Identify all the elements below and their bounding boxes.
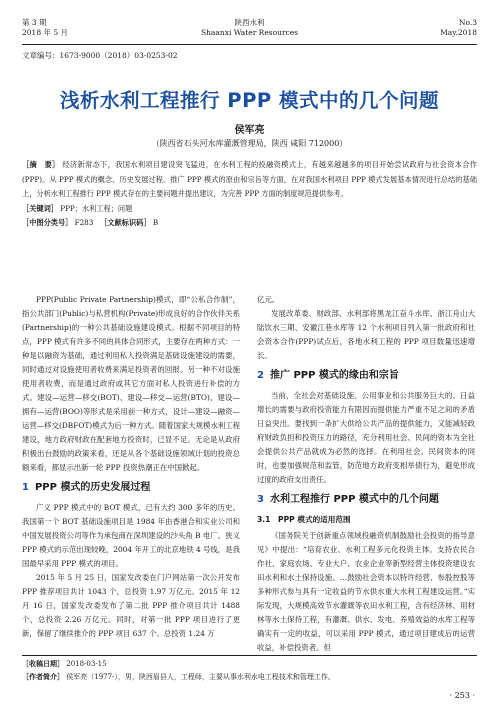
- keywords-text: PPP；水利工程；问题: [60, 203, 133, 213]
- section-2-number: 2: [257, 370, 264, 381]
- issue-month-en: May.2018: [440, 28, 477, 37]
- page-number: · 253 ·: [449, 691, 475, 700]
- header-center: [22, 18, 477, 38]
- intro-paragraph: PPP(Public Private Partnership)模式，即“公私合作制”，指公共部门(Public)与私营机构(Private)形成良好的合作伙伴关系(Partnership)的一种公共基础设施建设模式。根据不同项目的特点，PPP 模式有许多不同的具体合同形式，主要存在两种方式：一种是以融资为基础，通过利用私人投资满足基础设施建设的需要，同时通过对设施使用者收费来满足投资者的回报。另一种不对设施使用者收费，而是通过政府或其它方面对私人投资进行补偿的方式。建设—运营—移交(BOT)、建设—移交—运营(BTO)、建设—拥有—运营(BOO)等形式是采用前一种方式，设计—建设—融资—运营—移交(DBFOT)模式为后一种方式。随着国家大规模水利工程建设，地方政府财政在配套地方投资时，已显不足。无论是从政府积极出台鼓励的政策来看，还是从各个基础设施领域计划的投资总额来看，都显示出新一轮 PPP 投资热潮正在中国掀起。: [22, 295, 241, 472]
- section-3-title: 水利工程推行 PPP 模式中的几个问题: [269, 494, 439, 505]
- article-title: 浅析水利工程推行 PPP 模式中的几个问题: [60, 89, 439, 112]
- received-line: [22, 658, 477, 671]
- section-2-paragraph: 当前，全社会对基础设施、公用事业和公共服务巨大的、日益增长的需要与政府投资能力有限因而提供能力严重不足之间的矛盾日益突出。要找到一条扩大供给公共产品的提供能力，又能减轻政府财政负担和投资压力的路径，充分利用社会、民间的资本为全社会提供公共产品就成为必然的选择。在利用社会、民间资本的同时，也要加强规范和监管，防范地方政府变相举债行为，避免形成过度的政府支出责任。: [257, 391, 475, 484]
- abstract-text: 经济新常态下，我国水利项目建设突飞猛进，在水利工程的投融资模式上，有越来越越多的项目开始尝试政府与社会资本合作(PPP)。从 PPP 模式的概念、历史发展过程、推广 PPP 模式的原由和宗旨等方面，在对我国水利项目 PPP 模式发展基本情况进行总结的基础上，分析水利工程推行 PPP 模式存在的主要问题并提出建议，为完善 PPP 方面的制度规范提供参考。: [22, 160, 477, 198]
- received-label: ［收稿日期］: [22, 660, 64, 668]
- section-2-title: 推广 PPP 模式的缘由和宗旨: [269, 370, 399, 381]
- received-date: 2018-03-15: [66, 660, 107, 668]
- author-bio-label: ［作者简介］: [22, 673, 64, 681]
- footnote-rule: [22, 655, 477, 656]
- clc-code: F283: [74, 218, 94, 227]
- subsection-3-1-heading: 3.1 PPP 模式的适用范围: [257, 515, 351, 524]
- section-3-number: 3: [257, 494, 264, 505]
- section-1-paragraph-1: 广义 PPP 模式中的 BOT 模式，已有大约 300 多年的历史。我国第一个 BOT 基础设施项目是 1984 年由香港合和实业公司和中国发展投资公司等作为承包商在深圳建设的沙头角 B 电厂。狭义 PPP 模式的示范出现较晚，2004 年开工的北京地铁 4 号线，是我国最早采用 PPP 模式的项目。: [22, 503, 240, 568]
- keywords-label: ［关键词］: [22, 203, 58, 213]
- section-3-heading: [257, 493, 475, 507]
- abstract-block: [22, 158, 477, 231]
- clc-label: ［中图分类号］: [22, 218, 73, 227]
- author-name: 侯军亮: [234, 125, 265, 136]
- issue-date: 2018 年 5 月: [22, 28, 69, 37]
- article-number: 文章编号：1673-9000（2018）03-0253-02: [22, 51, 178, 60]
- right-column: [257, 293, 475, 655]
- journal-name-en: Shaanxi Water Resources: [200, 28, 299, 37]
- section-1-paragraph-2: 2015 年 5 月 25 日，国家发改委在门户网站第一次公开发布 PPP 推荐项目共计 1043 个，总投资 1.97 万亿元。2015 年 12 月 16 日，国家发改委发布了第二批 PPP 推介项目共计 1488 个，总投资 2.26 万亿元。同时，对第一批 PPP 项目进行了更新，保留了继续推介的 PPP 项目 637 个、总投资 1.24 万: [22, 573, 240, 638]
- subsection-3-1-paragraph: 《国务院关于创新重点领域投融资机制鼓励社会投资的指导意见》中提出：“培育农业、水利工程多元化投资主体。支持农民合作社、家庭农场、专业大户、农业企业等新型经营主体投资建设农田水利和水土保持设施。…鼓励社会资本以特许经营、参股控股等多种形式参与具有一定收益的节水供水重大水利工程建设运营。”实际发现，大规模高效节水灌溉等农田水利工程，含有经济林、用材林等水土保持工程，有灌溉、供水、发电、养殖效益的水库工程等确实有一定的收益，可以采用 PPP 模式，通过项目建成后的运营收益，补偿投资者。但: [257, 531, 475, 652]
- author-bio-line: [22, 671, 477, 684]
- abstract: [22, 158, 477, 202]
- author-bio: 侯军亮（1977-），男，陕西眉县人，工程师，主要从事水利水电工程技术和管理工作。: [66, 673, 335, 681]
- section-1-title: PPP 模式的历史发展过程: [34, 482, 151, 493]
- doc-code-label: ［文献标识码］: [100, 218, 151, 227]
- issue-label: 第 3 期: [22, 18, 47, 27]
- journal-name-cn: 陕西水利: [234, 18, 265, 27]
- section-1-heading: [22, 481, 240, 495]
- section-1-paragraph-3: 发展改革委、财政部、水利部将黑龙江奋斗水库、浙江舟山大陆饮水三期、安徽江巷水库等 12 个水利项目列入第一批政府和社会资本合作(PPP)试点后，各地水利工程的 PPP 项目数量迅速增长。: [257, 309, 475, 360]
- section-1-number: 1: [22, 482, 29, 493]
- continued-paragraph: 亿元。: [257, 295, 280, 304]
- footnote: [22, 658, 477, 684]
- section-2-heading: [257, 369, 475, 383]
- doc-code: B: [152, 218, 159, 227]
- header-rule: [22, 44, 477, 45]
- keywords-line: [22, 202, 477, 217]
- issue-no: No.3: [458, 18, 477, 27]
- header-right: [440, 18, 477, 38]
- running-header: [22, 16, 477, 44]
- abstract-label: ［摘 要］: [22, 160, 60, 169]
- author-affiliation: （陕西省石头河水库灌溉管理局，陕西 咸阳 712000）: [151, 139, 348, 148]
- left-column: [22, 293, 240, 641]
- classification-line: [22, 216, 477, 231]
